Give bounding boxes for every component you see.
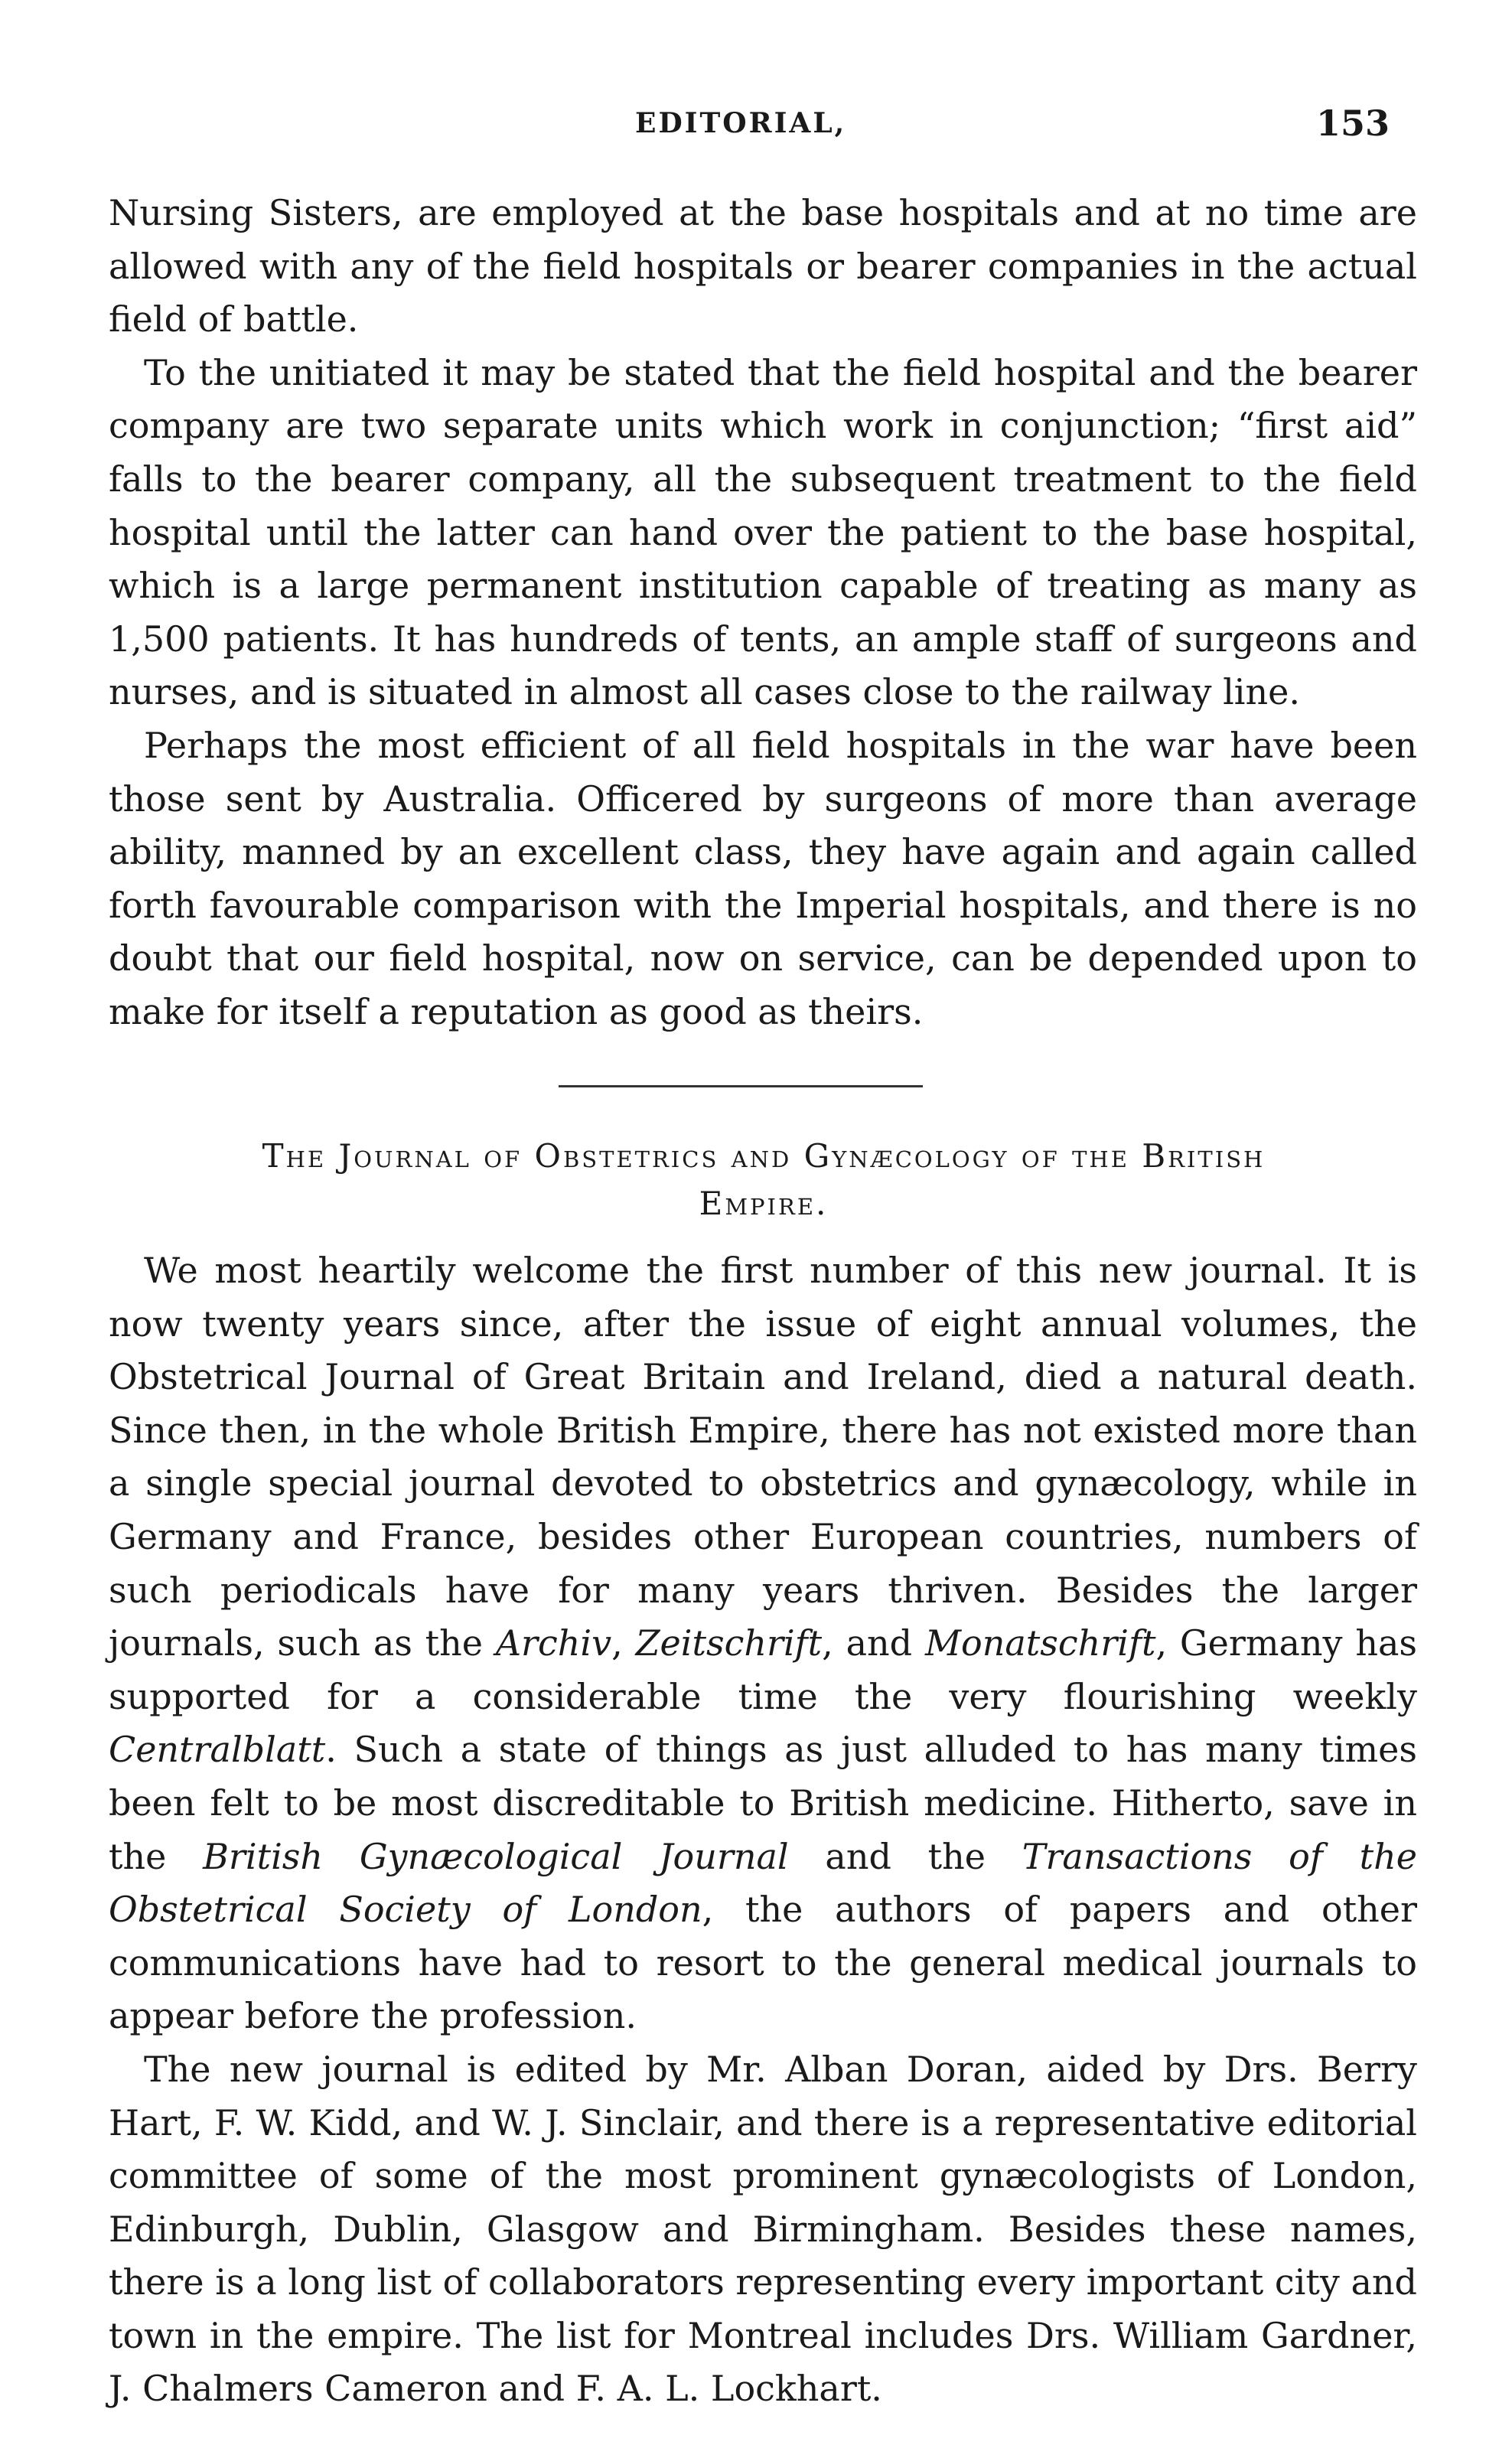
paragraph: To the unitiated it may be stated that the field hospital and the bearer company are two separate units which work in conjunction; “first aid” falls to the bearer company, all the subsequent treatment to the field hospital until the latter can hand over the patient to the base hospital, which is a large permanent institution capable of treating as many as 1,500 patients. It has hundreds of tents, an ample staff of surgeons and nurses, and is situated in almost all cases close to the railway line.: [109, 351, 1417, 713]
text-run: We most heartily welcome the first number of this new journal. It is now twenty years since, after the issue of eight annual volumes, the Obstetrical Journal of Great Britain and Ireland, died a natural death. Since then, in the whole British Empire, there has not existed more than a single special journal devoted to obstetrics and gynæcology, while in Germany and France, besides other European countries, numbers of such periodicals have for many years thriven. Besides the larger journals, such as the: [109, 1250, 1417, 1664]
section-divider: [559, 1085, 923, 1087]
text-run: ,: [611, 1622, 636, 1664]
page-number: 153: [1316, 103, 1390, 144]
section-heading-line: Empire.: [699, 1185, 829, 1222]
journal-name: Zeitschrift: [635, 1622, 823, 1664]
section-heading: [152, 1133, 1376, 1227]
journal-name: Archiv: [495, 1622, 612, 1664]
editorial-body: [109, 187, 1417, 1039]
journal-name: British Gynæcological Journal: [203, 1835, 789, 1877]
journal-name: Monatschrift: [924, 1622, 1156, 1664]
text-run: , the authors of papers and other communications have had to resort to the general medical journals to appear before the profession.: [109, 1889, 1418, 2037]
section-heading-line: The Journal of Obstetrics and Gynæcology of the British: [262, 1137, 1266, 1175]
running-header: [99, 0, 1416, 144]
paragraph: The new journal is edited by Mr. Alban Doran, aided by Drs. Berry Hart, F. W. Kidd, and W. J. Sinclair, and there is a representative editorial committee of some of the most prominent gynæcologists of London, Edinburgh, Dublin, Glasgow and Birmingham. Besides these names, there is a long list of collaborators representing every important city and town in the empire. The list for Montreal includes Drs. William Gardner, J. Chalmers Cameron and F. A. L. Lockhart.: [109, 2048, 1417, 2410]
text-run: and the: [788, 1835, 1022, 1877]
running-title: EDITORIAL,: [635, 107, 847, 139]
text-run: , Germany has supported for a considerable time the very flourishing weekly: [109, 1622, 1418, 1717]
document-page: [99, 0, 1418, 2410]
paragraph: [109, 1244, 1417, 2043]
text-run: . Such a state of things as just alluded to has many times been felt to be most discreditable to British medicine. Hitherto, save in the: [109, 1729, 1417, 1877]
text-run: , and: [822, 1622, 925, 1664]
paragraph: Nursing Sisters, are employed at the base hospitals and at no time are allowed with any of the field hospitals or bearer companies in the actual field of battle.: [109, 192, 1417, 341]
paragraph: Perhaps the most efficient of all field hospitals in the war have been those sent by Australia. Officered by surgeons of more than average ability, manned by an excellent class, they have again and again called forth favourable comparison with the Imperial hospitals, and there is no doubt that our field hospital, now on service, can be depended upon to make for itself a reputation as good as theirs.: [109, 724, 1417, 1032]
section-body: [109, 1244, 1417, 2416]
journal-name: Transactions of the Obstetrical Society of London: [109, 1835, 1417, 1931]
journal-name: Centralblatt: [109, 1729, 326, 1771]
